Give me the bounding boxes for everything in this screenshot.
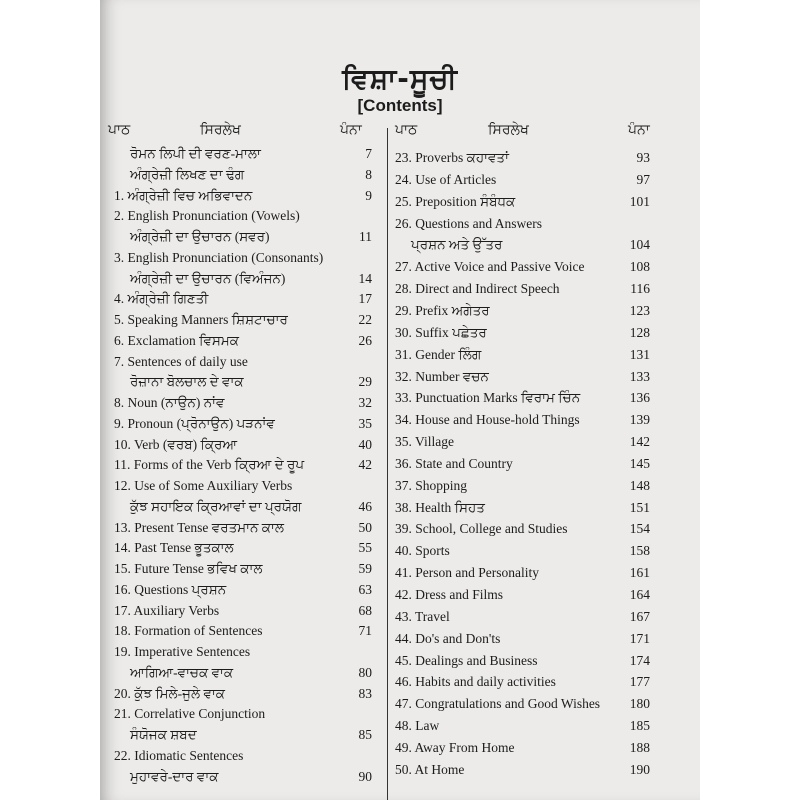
entry-page-number: 7 — [365, 146, 372, 161]
entry-page-number: 167 — [629, 608, 650, 624]
entry-title: 26. Questions and Answers — [395, 215, 542, 231]
entry-page-number: 59 — [358, 561, 372, 576]
entry-page-number: 32 — [358, 395, 372, 410]
entry-page-number: 9 — [365, 187, 372, 203]
entry-title: 43. Travel — [395, 608, 450, 624]
entry-title: 16. Questions ਪ੍ਰਸ਼ਨ — [114, 581, 227, 597]
entry-page-number: 177 — [629, 674, 650, 690]
contents-entry — [395, 718, 650, 738]
contents-entry — [395, 565, 650, 585]
contents-entry — [395, 653, 650, 673]
contents-entry — [395, 609, 650, 629]
contents-entry — [114, 374, 372, 394]
entry-page-number: 123 — [629, 302, 650, 318]
entry-title: 11. Forms of the Verb ਕ੍ਰਿਆ ਦੇ ਰੂਪ — [114, 457, 305, 473]
entry-page-number: 29 — [358, 374, 372, 390]
contents-entry — [114, 208, 372, 228]
entry-page-number: 22 — [358, 312, 372, 327]
entry-title: ਅੰਗ੍ਰੇਜ਼ੀ ਦਾ ਉਚਾਰਨ (ਵਿਅੰਜਨ) — [130, 270, 286, 286]
header-topic-right: ਸਿਰਲੇਖ — [488, 122, 529, 138]
contents-entry — [395, 390, 650, 410]
entry-title: 25. Preposition ਸੰਬੰਧਕ — [395, 193, 516, 209]
contents-entry — [395, 696, 650, 716]
entry-title: ਕੁੱਝ ਸਹਾਇਕ ਕ੍ਰਿਆਵਾਂ ਦਾ ਪ੍ਰਯੋਗ — [130, 498, 302, 514]
contents-entry — [395, 412, 650, 432]
contents-entry — [114, 271, 372, 291]
entry-title: 23. Proverbs ਕਹਾਵਤਾਂ — [395, 150, 509, 165]
entry-title: 32. Number ਵਚਨ — [395, 368, 489, 384]
entry-title: ਮੁਹਾਵਰੇ-ਦਾਰ ਵਾਕ — [130, 768, 219, 784]
entry-page-number: 145 — [629, 455, 650, 471]
entry-page-number: 68 — [358, 602, 372, 618]
page-title: ਵਿਸ਼ਾ-ਸੂਚੀ — [342, 62, 458, 95]
entry-title: 35. Village — [395, 434, 454, 450]
entry-page-number: 104 — [629, 237, 650, 253]
entry-title: 22. Idiomatic Sentences — [114, 747, 244, 763]
contents-entry — [114, 167, 372, 187]
entry-title: 37. Shopping — [395, 477, 468, 493]
contents-entry — [395, 259, 650, 279]
entry-page-number: 97 — [636, 171, 650, 187]
contents-entry — [114, 665, 372, 685]
entry-page-number: 85 — [358, 727, 372, 742]
entry-page-number: 83 — [358, 685, 372, 701]
entry-page-number: 161 — [629, 565, 650, 581]
contents-entry — [395, 216, 650, 236]
contents-entry — [114, 582, 372, 602]
contents-entry — [114, 623, 372, 643]
entry-title: 29. Prefix ਅਗੇਤਰ — [395, 302, 490, 318]
contents-entry — [114, 395, 372, 415]
contents-entry — [114, 769, 372, 789]
contents-entry — [114, 250, 372, 270]
entry-page-number: 55 — [358, 540, 372, 556]
entry-page-number: 50 — [358, 519, 372, 535]
contents-entry — [395, 543, 650, 563]
entry-title: 27. Active Voice and Passive Voice — [395, 259, 585, 275]
entry-title: 30. Suffix ਪਛੇਤਰ — [395, 324, 487, 340]
header-topic-left: ਸਿਰਲੇਖ — [200, 122, 241, 138]
entry-title: 39. School, College and Studies — [395, 521, 568, 537]
entry-title: 46. Habits and daily activities — [395, 674, 556, 690]
entry-title: 7. Sentences of daily use — [114, 353, 248, 369]
entry-page-number: 80 — [358, 664, 372, 680]
entry-title: 41. Person and Personality — [395, 565, 539, 581]
contents-entry — [395, 521, 650, 541]
contents-entry — [395, 237, 650, 257]
contents-entry — [114, 146, 372, 166]
entry-title: 8. Noun (ਨਾਉਨ) ਨਾਂਵ — [114, 395, 225, 410]
entry-title: 19. Imperative Sentences — [114, 644, 251, 659]
entry-page-number: 35 — [358, 415, 372, 431]
contents-entry — [114, 686, 372, 706]
contents-entry — [114, 229, 372, 249]
contents-entry — [395, 478, 650, 498]
entry-page-number: 142 — [629, 434, 650, 450]
contents-entry — [395, 281, 650, 301]
entry-title: 13. Present Tense ਵਰਤਮਾਨ ਕਾਲ — [114, 519, 285, 535]
contents-entry — [395, 456, 650, 476]
contents-entry — [395, 587, 650, 607]
entry-page-number: 151 — [629, 499, 650, 515]
contents-entry — [395, 434, 650, 454]
contents-entry — [395, 500, 650, 520]
entry-page-number: 133 — [629, 368, 650, 384]
entry-title: 28. Direct and Indirect Speech — [395, 281, 560, 297]
entry-page-number: 154 — [629, 521, 650, 537]
contents-entry — [395, 172, 650, 192]
entry-title: 14. Past Tense ਭੂਤਕਾਲ — [114, 540, 234, 556]
entry-title: 20. ਕੁੱਝ ਮਿਲੇ-ਜੁਲੇ ਵਾਕ — [114, 685, 226, 701]
entry-page-number: 158 — [629, 543, 650, 559]
contents-entry — [395, 674, 650, 694]
entry-page-number: 139 — [629, 412, 650, 428]
contents-entry — [395, 631, 650, 651]
entry-title: 49. Away From Home — [395, 739, 515, 755]
entry-title: 44. Do's and Don'ts — [395, 630, 501, 646]
column-divider — [387, 128, 388, 800]
entry-title: 5. Speaking Manners ਸ਼ਿਸ਼ਟਾਚਾਰ — [114, 312, 288, 327]
contents-entry — [114, 312, 372, 332]
header-page-right: ਪੰਨਾ — [628, 122, 650, 138]
entry-page-number: 164 — [629, 587, 650, 602]
contents-entry — [114, 354, 372, 374]
entry-page-number: 40 — [358, 436, 372, 452]
contents-entry — [114, 520, 372, 540]
entry-title: 40. Sports — [395, 543, 450, 559]
entry-page-number: 180 — [629, 696, 650, 712]
header-lesson-left: ਪਾਠ — [108, 122, 131, 138]
entry-page-number: 42 — [358, 457, 372, 473]
contents-entry — [114, 644, 372, 664]
header-lesson-right: ਪਾਠ — [395, 122, 418, 138]
contents-entry — [395, 325, 650, 345]
entry-title: 42. Dress and Films — [395, 587, 503, 602]
contents-entry — [395, 150, 650, 170]
entry-title: ਪ੍ਰਸ਼ਨ ਅਤੇ ਉੱਤਰ — [411, 237, 503, 253]
contents-entry — [114, 457, 372, 477]
entry-title: 9. Pronoun (ਪ੍ਰੋਨਾਉਨ) ਪੜਨਾਂਵ — [114, 415, 275, 431]
contents-entry — [114, 561, 372, 581]
entry-page-number: 148 — [629, 477, 650, 493]
entry-title: 18. Formation of Sentences — [114, 623, 263, 639]
entry-title: ਰੋਜ਼ਾਨਾ ਬੋਲਚਾਲ ਦੇ ਵਾਕ — [130, 374, 244, 390]
contents-entry — [114, 188, 372, 208]
entry-title: 24. Use of Articles — [395, 171, 497, 187]
contents-entry — [114, 437, 372, 457]
entry-title: ਸੰਯੋਜਕ ਸ਼ਬਦ — [130, 727, 197, 742]
entry-page-number: 11 — [359, 229, 372, 244]
contents-entry — [114, 540, 372, 560]
entry-page-number: 26 — [358, 332, 372, 348]
entry-page-number: 8 — [365, 166, 372, 182]
contents-entry — [114, 291, 372, 311]
entry-title: 31. Gender ਲਿੰਗ — [395, 346, 482, 362]
entry-title: 10. Verb (ਵਰਬ) ਕ੍ਰਿਆ — [114, 436, 238, 452]
entry-title: 47. Congratulations and Good Wishes — [395, 696, 601, 712]
entry-title: 15. Future Tense ਭਵਿਖ ਕਾਲ — [114, 561, 263, 576]
entry-page-number: 46 — [358, 498, 372, 514]
entry-title: 48. Law — [395, 718, 440, 734]
entry-title: 38. Health ਸਿਹਤ — [395, 499, 485, 515]
entry-page-number: 131 — [629, 346, 650, 362]
entry-page-number: 101 — [629, 193, 650, 209]
contents-entry — [114, 603, 372, 623]
entry-title: 17. Auxiliary Verbs — [114, 602, 220, 618]
contents-entry — [395, 347, 650, 367]
entry-title: 6. Exclamation ਵਿਸਮਕ — [114, 332, 239, 348]
contents-entry — [395, 303, 650, 323]
contents-entry — [395, 762, 650, 782]
contents-entry — [114, 748, 372, 768]
entry-page-number: 71 — [358, 623, 372, 639]
entry-title: ਅੰਗ੍ਰੇਜ਼ੀ ਲਿਖਣ ਦਾ ਢੰਗ — [130, 166, 245, 182]
entry-title: 34. House and House-hold Things — [395, 412, 580, 428]
contents-entry — [395, 369, 650, 389]
entry-title: 4. ਅੰਗ੍ਰੇਜ਼ੀ ਗਿਣਤੀ — [114, 291, 209, 307]
entry-page-number: 174 — [629, 652, 650, 668]
entry-page-number: 185 — [629, 718, 650, 734]
entry-page-number: 90 — [358, 768, 372, 784]
entry-page-number: 108 — [629, 259, 650, 275]
entry-title: 45. Dealings and Business — [395, 652, 538, 668]
entry-title: 36. State and Country — [395, 455, 513, 471]
entry-page-number: 116 — [630, 281, 650, 297]
entry-title: 3. English Pronunciation (Consonants) — [114, 249, 324, 265]
entry-title: 12. Use of Some Auxiliary Verbs — [114, 478, 293, 493]
entry-title: ਰੋਮਨ ਲਿਪੀ ਦੀ ਵਰਣ-ਮਾਲਾ — [130, 146, 261, 161]
contents-page — [100, 0, 700, 800]
contents-entry — [114, 727, 372, 747]
contents-entry — [114, 416, 372, 436]
contents-entry — [114, 499, 372, 519]
entry-page-number: 188 — [629, 739, 650, 755]
contents-entry — [114, 478, 372, 498]
entry-page-number: 93 — [636, 150, 650, 165]
contents-entry — [395, 194, 650, 214]
entry-title: 2. English Pronunciation (Vowels) — [114, 208, 300, 224]
entry-title: 50. At Home — [395, 761, 465, 777]
contents-entry — [114, 706, 372, 726]
header-page-left: ਪੰਨਾ — [340, 122, 362, 138]
entry-page-number: 17 — [358, 291, 372, 307]
entry-title: ਅੰਗ੍ਰੇਜ਼ੀ ਦਾ ਉਚਾਰਨ (ਸਵਰ) — [130, 229, 270, 244]
entry-page-number: 171 — [629, 630, 650, 646]
contents-entry — [114, 333, 372, 353]
entry-page-number: 128 — [629, 324, 650, 340]
entry-page-number: 14 — [358, 270, 372, 286]
entry-page-number: 136 — [629, 390, 650, 406]
entry-title: ਆਗਿਆ-ਵਾਚਕ ਵਾਕ — [130, 664, 234, 680]
entry-page-number: 63 — [358, 581, 372, 597]
contents-entry — [395, 740, 650, 760]
entry-page-number: 190 — [629, 761, 650, 777]
page-subtitle: [Contents] — [357, 96, 443, 115]
entry-title: 21. Correlative Conjunction — [114, 706, 266, 722]
entry-title: 1. ਅੰਗ੍ਰੇਜ਼ੀ ਵਿਚ ਅਭਿਵਾਦਨ — [114, 187, 253, 203]
entry-title: 33. Punctuation Marks ਵਿਰਾਮ ਚਿੰਨ — [395, 390, 581, 406]
